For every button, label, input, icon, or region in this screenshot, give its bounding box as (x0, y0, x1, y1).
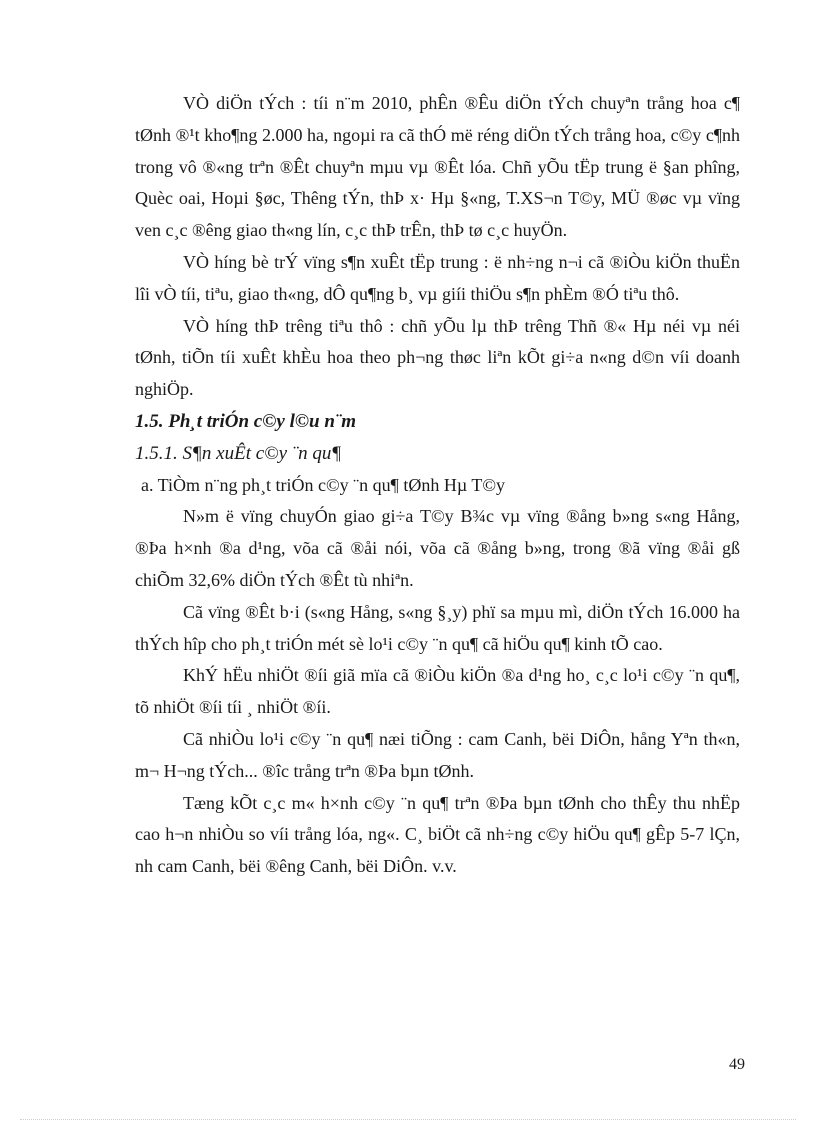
item-heading: a. TiÒm n¨ng ph¸t triÓn c©y ¨n qu¶ tØnh Hµ T©y (141, 474, 506, 495)
footer-divider (20, 1119, 796, 1120)
document-body (135, 88, 740, 883)
page-number: 49 (729, 1056, 745, 1073)
paragraph-area-target: VÒ diÖn tÝch : tíi n¨m 2010, phÊn ®Êu diÖn tÝch chuyªn trång hoa c¶ tØnh ®¹t kho¶ng 2.000 ha, ngoµi ra cã thÓ më réng diÖn tÝch trång hoa, c©y c¶nh trong vô ®«ng trªn ®Êt chuyªn mµu vµ ®Êt lóa. Chñ yÕu tËp trung ë §an phîng, Quèc oai, Hoµi §øc, Thêng tÝn, thÞ x· Hµ §«ng, T.XS¬n T©y, MÜ ®øc vµ vïng ven c¸c ®êng giao th«ng lín, c¸c thÞ trÊn, thÞ tø c¸c huyÖn. (135, 93, 740, 241)
section-heading: 1.5. Ph¸t triÓn c©y l©u n¨m (135, 410, 357, 432)
paragraph-production-zone: VÒ híng bè trÝ vïng s¶n xuÊt tËp trung : ë nh÷ng n¬i cã ®iÒu kiÖn thuËn lîi vÒ tíi, tiªu, giao th«ng, dÔ qu¶ng b¸ vµ giíi thiÖu s¶n phÈm ®Ó tiªu thô. (135, 251, 740, 304)
paragraph-famous-fruits: Cã nhiÒu lo¹i c©y ¨n qu¶ næi tiÕng : cam Canh, bëi DiÔn, hång Yªn th«n, m¬ H¬ng tÝch... ®îc trång trªn ®Þa bµn tØnh. (135, 728, 740, 781)
paragraph-alluvial-land: Cã vïng ®Êt b·i (s«ng Hång, s«ng §¸y) phï sa mµu mì, diÖn tÝch 16.000 ha thÝch hîp cho ph¸t triÓn mét sè lo¹i c©y ¨n qu¶ cã hiÖu qu¶ kinh tÕ cao. (135, 601, 740, 654)
subsection-heading: 1.5.1. S¶n xuÊt c©y ¨n qu¶ (135, 442, 342, 464)
paragraph-market: VÒ híng thÞ trêng tiªu thô : chñ yÕu lµ thÞ trêng Thñ ®« Hµ néi vµ néi tØnh, tiÕn tíi xuÊt khÈu hoa theo ph¬ng thøc liªn kÕt gi÷a n«ng d©n víi doanh nghiÖp. (135, 315, 740, 400)
paragraph-location: N»m ë vïng chuyÓn giao gi÷a T©y B¾c vµ vïng ®ång b»ng s«ng Hång, ®Þa h×nh ®a d¹ng, võa cã ®åi nói, võa cã ®ång b»ng, trong ®ã vïng ®åi gß chiÕm 32,6% diÖn tÝch ®Êt tù nhiªn. (135, 506, 740, 590)
paragraph-income-summary: Tæng kÕt c¸c m« h×nh c©y ¨n qu¶ trªn ®Þa bµn tØnh cho thÊy thu nhËp cao h¬n nhiÒu so víi trång lóa, ng«. C¸ biÖt cã nh÷ng c©y hiÖu qu¶ gÊp 5-7 lÇn, nh cam Canh, bëi ®êng Canh, bëi DiÔn. v.v. (135, 792, 740, 877)
paragraph-climate: KhÝ hËu nhiÖt ®íi giã mïa cã ®iÒu kiÖn ®a d¹ng ho¸ c¸c lo¹i c©y ¨n qu¶, tõ nhiÖt ®íi tíi ¸ nhiÖt ®íi. (135, 665, 740, 718)
